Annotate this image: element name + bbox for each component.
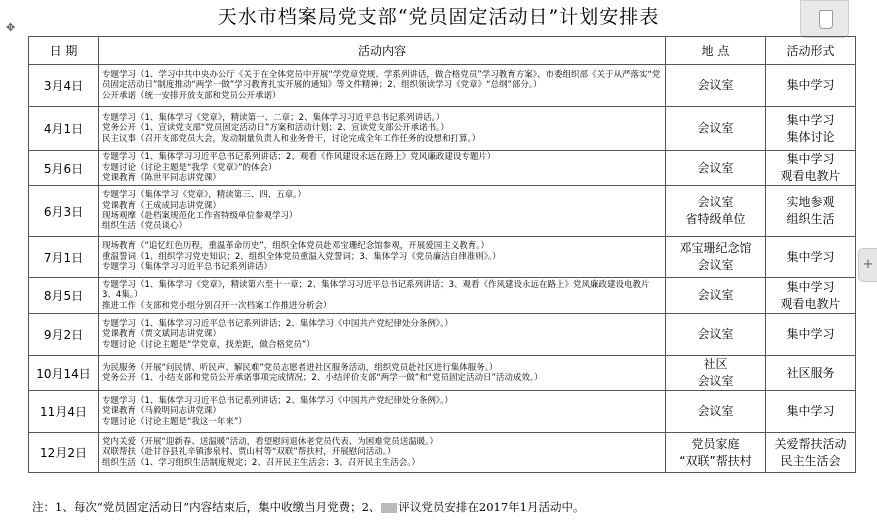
form-line: 集中学习 bbox=[786, 327, 835, 341]
row-form bbox=[766, 186, 856, 237]
row-form bbox=[766, 356, 856, 391]
content-line: 现场观摩（赴档案规范化工作省特级单位参观学习） bbox=[102, 211, 298, 221]
content-line: 专题讨论（讨论主题是“我这一年来”） bbox=[102, 416, 247, 427]
content-line: 党务公开（1、宣读党支部“党员固定活动日”方案和活动计划；2、宣读党支部公开承诺书。） bbox=[102, 123, 449, 134]
row-location bbox=[666, 356, 766, 391]
page-title: 天水市档案局党支部“党员固定活动日”计划安排表 bbox=[217, 6, 660, 28]
table-row bbox=[29, 107, 856, 151]
row-form bbox=[766, 314, 856, 356]
location-line: 党员家庭 bbox=[691, 436, 740, 451]
form-line: 社区服务 bbox=[786, 365, 835, 380]
location-line: 省特级单位 bbox=[685, 212, 746, 226]
form-line: 集中学习 bbox=[786, 112, 835, 127]
content-line: 专题学习（集体学习《党章》，精读第三、四、五章。） bbox=[102, 190, 307, 201]
clipboard-icon bbox=[819, 10, 833, 29]
content-line: 专题学习（集体学习习近平总书记系列讲话） bbox=[102, 262, 273, 273]
location-line: 会议室 bbox=[697, 374, 734, 388]
content-line: 专题学习（1、集体学习习近平总书记系列讲话；2、集体学习《中国共产党纪律处分条例》。） bbox=[102, 395, 453, 406]
row-form bbox=[766, 107, 856, 151]
floating-toolbar-button[interactable] bbox=[800, 0, 849, 38]
table-header-row bbox=[29, 37, 856, 65]
table-row bbox=[29, 278, 856, 314]
content-line: 党课教育（王成成同志讲党课） bbox=[102, 200, 222, 211]
table-row bbox=[29, 391, 856, 433]
row-form bbox=[766, 433, 856, 473]
row-location bbox=[666, 151, 766, 186]
content-line: 专题学习（1、集体学习《党章》，精读第一、二章；2、集体学习习近平总书记系列讲话。） bbox=[102, 112, 445, 123]
content-line: 专题学习（1、集体学习《党章》，精读第六至十一章；2、集体学习习近平总书记系列讲话；3、观看《作风建设永远在路上》党风廉政建设电教片3、4集。） bbox=[102, 279, 650, 301]
row-date: 3月4日 bbox=[29, 65, 99, 107]
form-line: 集中学习 bbox=[786, 279, 835, 294]
row-content bbox=[99, 237, 666, 278]
table-row bbox=[29, 356, 856, 391]
content-line: 重温誓词（1、组织学习党史知识；2、组织全体党员重温入党誓词；3、集体学习《党员廉洁自律准则》。） bbox=[102, 251, 501, 262]
content-line: 专题讨论（讨论主题是“我学《党章》”的体会） bbox=[102, 162, 277, 173]
form-line: 关爱帮扶活动 bbox=[774, 436, 847, 451]
row-content bbox=[99, 151, 666, 186]
row-content bbox=[99, 433, 666, 473]
row-location bbox=[666, 433, 766, 473]
row-location bbox=[666, 65, 766, 107]
header-location: 地 点 bbox=[666, 37, 766, 65]
expand-panel-icon[interactable]: + bbox=[858, 248, 877, 282]
row-location bbox=[666, 237, 766, 278]
content-line: 为民服务（开展“问民情、听民声、解民难”党员志愿者进社区服务活动，组织党员赴社区进行集体服务。） bbox=[102, 362, 498, 373]
table-row bbox=[29, 314, 856, 356]
row-location bbox=[666, 107, 766, 151]
row-form bbox=[766, 237, 856, 278]
row-date: 8月5日 bbox=[29, 278, 99, 314]
row-form bbox=[766, 278, 856, 314]
row-date: 12月2日 bbox=[29, 433, 99, 473]
location-line: 会议室 bbox=[697, 160, 734, 175]
row-date: 5月6日 bbox=[29, 151, 99, 186]
content-line: 推进工作（支部和党小组分别召开一次档案工作推进分析会） bbox=[102, 300, 332, 311]
row-form bbox=[766, 65, 856, 107]
location-line: 社区 bbox=[703, 357, 728, 371]
row-date: 10月14日 bbox=[29, 356, 99, 391]
table-row bbox=[29, 186, 856, 237]
header-content: 活动内容 bbox=[99, 37, 666, 65]
row-date: 9月2日 bbox=[29, 314, 99, 356]
row-form bbox=[766, 391, 856, 433]
row-location bbox=[666, 391, 766, 433]
form-line: 集中学习 bbox=[786, 404, 835, 418]
row-content bbox=[99, 107, 666, 151]
row-form bbox=[766, 151, 856, 186]
content-line: 党内关爱（开展“迎新春、送温暖”活动，看望慰问退休老党员代表、为困难党员送温暖。） bbox=[102, 436, 439, 447]
redaction-mark bbox=[381, 503, 397, 513]
form-line: 集中学习 bbox=[786, 249, 835, 264]
schedule-table bbox=[28, 36, 856, 473]
row-date: 4月1日 bbox=[29, 107, 99, 151]
content-line: 党课教育（马毅明同志讲党课） bbox=[102, 406, 222, 417]
table-row bbox=[29, 237, 856, 278]
location-line: 会议室 bbox=[697, 195, 734, 209]
content-line: 党课教育（贾文斌同志讲党课） bbox=[102, 329, 222, 340]
content-line: 公开承诺（统一安排开放支部和党员公开承诺） bbox=[102, 90, 281, 101]
header-date: 日 期 bbox=[29, 37, 99, 65]
location-line: 邓宝珊纪念馆 bbox=[679, 241, 752, 255]
row-content bbox=[99, 278, 666, 314]
content-line: 双联帮扶（赴甘谷县礼辛镇渗泉村、贾山村等“双联”帮扶村，开展慰问活动。） bbox=[102, 447, 396, 458]
row-location bbox=[666, 314, 766, 356]
form-line: 集中学习 bbox=[786, 78, 835, 92]
content-line: 民主议事（召开支部党员大会，发动制量负责人和业务骨干，讨论完成全年工作任务的设想和打算。） bbox=[102, 133, 481, 144]
content-line: 专题学习（1、学习中共中央办公厅《关于在全体党员中开展“学党章党规、学系列讲话，做合格党员”学习教育方案》、市委组织部《关于从严落实“党员固定活动日”制度推动“两学一做”学习教育扎实开展的通知》等文件精神；2、组织领读学习《党章》“总纲”部分。） bbox=[102, 69, 661, 91]
form-line: 集中学习 bbox=[786, 152, 835, 166]
content-line: 专题学习（1、集体学习习近平总书记系列讲话；2、观看《作风建设永远在路上》党风廉政建设专题片） bbox=[102, 152, 496, 163]
table-row bbox=[29, 433, 856, 473]
content-line: 组织生活（党员谈心） bbox=[102, 221, 188, 232]
form-line: 观看电教片 bbox=[780, 169, 841, 183]
location-line: 会议室 bbox=[697, 404, 734, 418]
row-content bbox=[99, 391, 666, 433]
table-move-handle-icon[interactable]: ✥ bbox=[6, 21, 16, 34]
row-content bbox=[99, 186, 666, 237]
row-date: 6月3日 bbox=[29, 186, 99, 237]
row-date: 11月4日 bbox=[29, 391, 99, 433]
footnote bbox=[32, 499, 584, 515]
table-row bbox=[29, 65, 856, 107]
row-location bbox=[666, 278, 766, 314]
content-line: 党务公开（1、小结支部和党员公开承诺事项完成情况；2、小结评价支部“两学一做”和“党员固定活动日”活动成效。） bbox=[102, 373, 543, 383]
location-line: 会议室 bbox=[697, 288, 734, 302]
content-line: 专题学习（1、集体学习习近平总书记系列讲话；2、集体学习《中国共产党纪律处分条例》。） bbox=[102, 318, 453, 329]
content-line: 组织生活（1、学习组织生活制度规定；2、召开民主生活会；3、召开民主生活会。） bbox=[102, 457, 420, 468]
location-line: 会议室 bbox=[697, 258, 734, 272]
row-date: 7月1日 bbox=[29, 237, 99, 278]
form-line: 观看电教片 bbox=[780, 296, 841, 311]
location-line: 会议室 bbox=[697, 121, 734, 135]
table-row bbox=[29, 151, 856, 186]
content-line: 党课教育（陈世平同志讲党课） bbox=[102, 173, 222, 184]
location-line: “双联”帮扶村 bbox=[679, 453, 752, 468]
form-line: 集体讨论 bbox=[786, 129, 835, 144]
form-line: 民主生活会 bbox=[780, 453, 841, 468]
row-location bbox=[666, 186, 766, 237]
content-line: 现场教育（“追忆红色历程，重温革命历史”，组织全体党员赴邓宝珊纪念馆参观，开展爱国主义教育。） bbox=[102, 241, 490, 252]
header-form: 活动形式 bbox=[766, 37, 856, 65]
row-content bbox=[99, 65, 666, 107]
location-line: 会议室 bbox=[697, 327, 734, 341]
form-line: 实地参观 bbox=[786, 195, 835, 209]
row-content bbox=[99, 356, 666, 391]
row-content bbox=[99, 314, 666, 356]
location-line: 会议室 bbox=[697, 78, 734, 92]
footnote-part-1: 注：1、每次“党员固定活动日”内容结束后，集中收缴当月党费；2、 bbox=[32, 500, 381, 514]
footnote-part-2: 评议党员安排在2017年1月活动中。 bbox=[398, 500, 585, 514]
content-line: 专题讨论（讨论主题是“学党章，找差距，做合格党员”） bbox=[102, 339, 315, 350]
form-line: 组织生活 bbox=[786, 212, 835, 226]
